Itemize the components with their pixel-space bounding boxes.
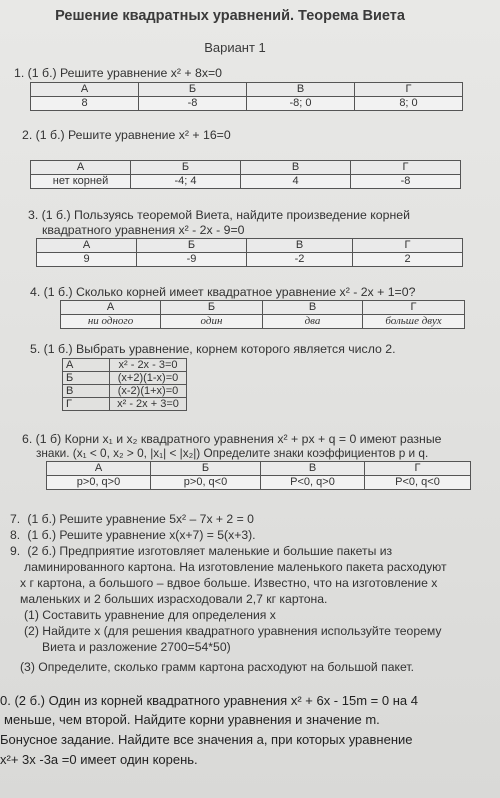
q5-option-g-value: x² - 2x + 3=0 bbox=[110, 398, 187, 411]
task-10-line-2: меньше, чем второй. Найдите корни уравнения и значение m. bbox=[4, 712, 380, 727]
q2-col-v: В bbox=[241, 161, 351, 175]
question-6-text-line2: знаки. (x₁ < 0, x₂ > 0, |x₁| < |x₂|) Определите знаки коэффициентов p и q. bbox=[36, 446, 429, 460]
question-4-answers bbox=[60, 300, 465, 329]
q3-answer-a: 9 bbox=[37, 253, 137, 267]
q4-answer-g: больше двух bbox=[363, 315, 465, 329]
q2-col-a: А bbox=[31, 161, 131, 175]
task-7-number: 7. bbox=[10, 512, 21, 526]
task-9-subtask-1: (1) Составить уравнение для определения x bbox=[24, 608, 276, 622]
q6-col-b: Б bbox=[151, 462, 261, 476]
question-5-text: 5. (1 б.) Выбрать уравнение, корнем которого является число 2. bbox=[30, 342, 396, 356]
q2-answer-g: -8 bbox=[351, 175, 461, 189]
q4-answer-a: ни одного bbox=[61, 315, 161, 329]
q4-col-b: Б bbox=[161, 301, 263, 315]
q6-answer-g: P<0, q<0 bbox=[365, 476, 471, 490]
q1-col-g: Г bbox=[355, 83, 463, 97]
question-6-text-line1: 6. (1 б) Корни x₁ и x₂ квадратного уравнения x² + px + q = 0 имеют разные bbox=[22, 432, 442, 446]
q2-col-b: Б bbox=[131, 161, 241, 175]
question-6-answers bbox=[46, 461, 471, 490]
q5-option-b-key: Б bbox=[63, 372, 110, 385]
page-title: Решение квадратных уравнений. Теорема Виета bbox=[55, 8, 405, 24]
q6-answer-v: P<0, q>0 bbox=[261, 476, 365, 490]
task-9-subtask-2-cont: Виета и разложение 2700=54*50) bbox=[42, 640, 231, 654]
question-2-text: 2. (1 б.) Решите уравнение x² + 16=0 bbox=[22, 128, 231, 142]
task-9-line-1: ламинированного картона. На изготовление маленького пакета расходуют bbox=[24, 560, 447, 574]
task-8 bbox=[10, 528, 256, 543]
task-9-line-3: маленьких и 2 больших израсходовали 2,7 кг картона. bbox=[20, 592, 328, 606]
q2-col-g: Г bbox=[351, 161, 461, 175]
question-3-answers bbox=[36, 238, 463, 267]
q5-option-g-key: Г bbox=[63, 398, 110, 411]
q3-answer-v: -2 bbox=[247, 253, 353, 267]
q4-answer-v: два bbox=[263, 315, 363, 329]
q4-col-v: В bbox=[263, 301, 363, 315]
q5-option-a-key: А bbox=[63, 359, 110, 372]
q1-col-v: В bbox=[247, 83, 355, 97]
task-9-subtask-3: (3) Определите, сколько грамм картона расходуют на большой пакет. bbox=[20, 660, 414, 674]
task-8-number: 8. bbox=[10, 528, 21, 542]
question-4-text: 4. (1 б.) Сколько корней имеет квадратное уравнение x² - 2x + 1=0? bbox=[30, 285, 416, 299]
question-3-text-line1: 3. (1 б.) Пользуясь теоремой Виета, найдите произведение корней bbox=[28, 208, 410, 222]
question-5-options bbox=[62, 358, 187, 411]
q5-option-b-value: (x+2)(1-x)=0 bbox=[110, 372, 187, 385]
task-9-number: 9. bbox=[10, 544, 21, 558]
bonus-task-line-2: x²+ 3x -3a =0 имеет один корень. bbox=[0, 752, 198, 767]
q3-answer-g: 2 bbox=[353, 253, 463, 267]
q3-col-b: Б bbox=[137, 239, 247, 253]
q3-answer-b: -9 bbox=[137, 253, 247, 267]
q6-col-g: Г bbox=[365, 462, 471, 476]
question-1-answers bbox=[30, 82, 463, 111]
task-9-text: (2 б.) Предприятие изготовляет маленькие и большие пакеты из bbox=[27, 544, 393, 558]
q6-answer-a: p>0, q>0 bbox=[47, 476, 151, 490]
bonus-task-line-1: Бонусное задание. Найдите все значения a, при которых уравнение bbox=[0, 732, 413, 747]
q1-col-a: А bbox=[31, 83, 139, 97]
q5-option-a-value: x² - 2x - 3=0 bbox=[110, 359, 187, 372]
q4-col-g: Г bbox=[363, 301, 465, 315]
q2-answer-a: нет корней bbox=[31, 175, 131, 189]
q2-answer-v: 4 bbox=[241, 175, 351, 189]
q6-answer-b: p>0, q<0 bbox=[151, 476, 261, 490]
q1-answer-g: 8; 0 bbox=[355, 97, 463, 111]
task-9 bbox=[10, 544, 392, 559]
q3-col-v: В bbox=[247, 239, 353, 253]
question-2-answers bbox=[30, 160, 461, 189]
task-7 bbox=[10, 512, 254, 527]
question-3-text-line2: квадратного уравнения x² - 2x - 9=0 bbox=[42, 223, 245, 237]
q6-col-a: А bbox=[47, 462, 151, 476]
q1-answer-a: 8 bbox=[31, 97, 139, 111]
task-9-line-2: x г картона, а большого – вдвое больше. Известно, что на изготовление x bbox=[20, 576, 438, 590]
q5-option-v-value: (x-2)(1+x)=0 bbox=[110, 385, 187, 398]
q3-col-a: А bbox=[37, 239, 137, 253]
q2-answer-b: -4; 4 bbox=[131, 175, 241, 189]
task-9-subtask-2: (2) Найдите x (для решения квадратного уравнения используйте теорему bbox=[24, 624, 442, 638]
variant-label: Вариант 1 bbox=[204, 40, 266, 55]
task-7-text: (1 б.) Решите уравнение 5x² – 7x + 2 = 0 bbox=[27, 512, 254, 526]
question-1-text: 1. (1 б.) Решите уравнение x² + 8x=0 bbox=[14, 66, 223, 80]
task-10-line-1: 0. (2 б.) Один из корней квадратного уравнения x² + 6x - 15m = 0 на 4 bbox=[0, 693, 418, 708]
q5-option-v-key: В bbox=[63, 385, 110, 398]
q1-answer-v: -8; 0 bbox=[247, 97, 355, 111]
q4-answer-b: один bbox=[161, 315, 263, 329]
task-8-text: (1 б.) Решите уравнение x(x+7) = 5(x+3). bbox=[27, 528, 256, 542]
q6-col-v: В bbox=[261, 462, 365, 476]
q4-col-a: А bbox=[61, 301, 161, 315]
q1-answer-b: -8 bbox=[139, 97, 247, 111]
q1-col-b: Б bbox=[139, 83, 247, 97]
q3-col-g: Г bbox=[353, 239, 463, 253]
